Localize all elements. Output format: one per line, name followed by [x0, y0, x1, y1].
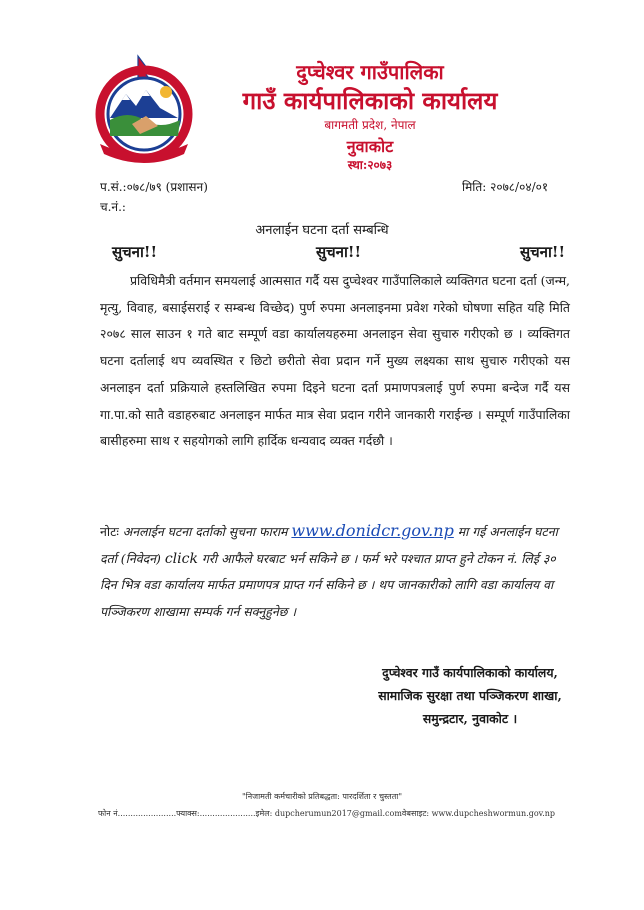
municipality-emblem-icon	[88, 52, 200, 164]
body-paragraph: प्रविधिमैत्री वर्तमान समयलाई आत्मसात गर्दै यस दुप्चेश्वर गाउँपालिकाले व्यक्तिगत घटना दर्ता (जन्म, मृत्यु, विवाह, बसाईसराई र सम्बन्ध विच्छेद) पुर्ण रुपमा अनलाइनमा प्रवेश गरेको घोषणा सहित यहि मिति २०७८ साल साउन १ गते बाट सम्पूर्ण वडा कार्यालयहरुमा अनलाइन सेवा सुचारु गरीएको छ । व्यक्तिगत घटना दर्तालाई थप व्यवस्थित र छिटो छरीतो सेवा प्रदान गर्ने मुख्य लक्ष्यका साथ सुचारु गरीएको यस अनलाइन दर्ता प्रक्रियाले हस्तलिखित रुपमा दिइने घटना दर्ता प्रमाणपत्रलाई पुर्ण रुपमा बन्देज गर्दै यस गा.पा.को सातै वडाहरुबाट अनलाइन मार्फत मात्र सेवा प्रदान गरीने जानकारी गराईन्छ । सम्पूर्ण गाउँपालिका बासीहरुमा साथ र सहयोगको लागि हार्दिक धन्यवाद व्यक्त गर्दछौ ।	[100, 273, 570, 449]
footer-motto: "निजामती कर्मचारीको प्रतिबद्धता: पारदर्शिता र चुस्तता"	[241, 792, 403, 801]
footer-phone-fax: फोन नं.......................फ्याक्स:......................	[98, 809, 256, 818]
province-line: बागमती प्रदेश, नेपाल	[324, 118, 416, 132]
footer-website: वेबसाइट: www.dupcheshwormun.gov.np	[401, 809, 556, 818]
municipality-name: दुप्चेश्वर गाउँपालिका	[296, 60, 444, 84]
footer-email: इमेल: dupcherumun2017@gmail.com	[255, 809, 402, 818]
note-label: नोटः	[100, 524, 119, 539]
established-line: स्था:२०७३	[347, 158, 393, 172]
letter-date: मिति: २०७८/०४/०१	[462, 180, 549, 194]
note-text-1: अनलाईन घटना दर्ताको सुचना फाराम	[118, 524, 292, 539]
note-paragraph	[100, 518, 570, 625]
registration-website-link[interactable]: www.donidcr.gov.np	[291, 521, 454, 540]
subject-line: अनलाईन घटना दर्ता सम्बन्धि	[255, 223, 389, 238]
district-line: नुवाकोट	[346, 137, 394, 156]
note-text-3: गरी आफैले घरबाट भर्न सकिने छ । फर्म भरे पश्चात प्राप्त हुने टोकन नं. लिई ३० दिन भित्र वडा कार्यालय मार्फत प्रमाणपत्र प्राप्त गर्न सकिने छ । थप जानकारीको लागि वडा कार्यालय वा पञ्जिकरण शाखामा सम्पर्क गर्न सक्नुहुनेछ ।	[100, 550, 556, 619]
note-click-word: click	[164, 550, 198, 567]
notice-heading-right: सुचना!!	[520, 243, 566, 261]
footer-contact	[98, 808, 555, 819]
office-title: गाउँ कार्यपालिकाको कार्यालय	[242, 86, 498, 115]
signature-section: सामाजिक सुरक्षा तथा पञ्जिकरण शाखा,	[378, 688, 562, 703]
signature-office: दुप्चेश्वर गाउँ कार्यपालिकाको कार्यालय,	[382, 665, 558, 680]
dispatch-number: च.नं.:	[100, 200, 126, 214]
notice-heading-left: सुचना!!	[112, 243, 158, 261]
note-text-2: मा गई अनलाईन घटना दर्ता (निवेदन)	[100, 524, 558, 566]
notice-heading-center: सुचना!!	[316, 243, 362, 261]
reference-number: प.सं.:०७८/७९ (प्रशासन)	[100, 180, 208, 194]
signature-address: समुन्द्रटार, नुवाकोट ।	[422, 711, 518, 726]
